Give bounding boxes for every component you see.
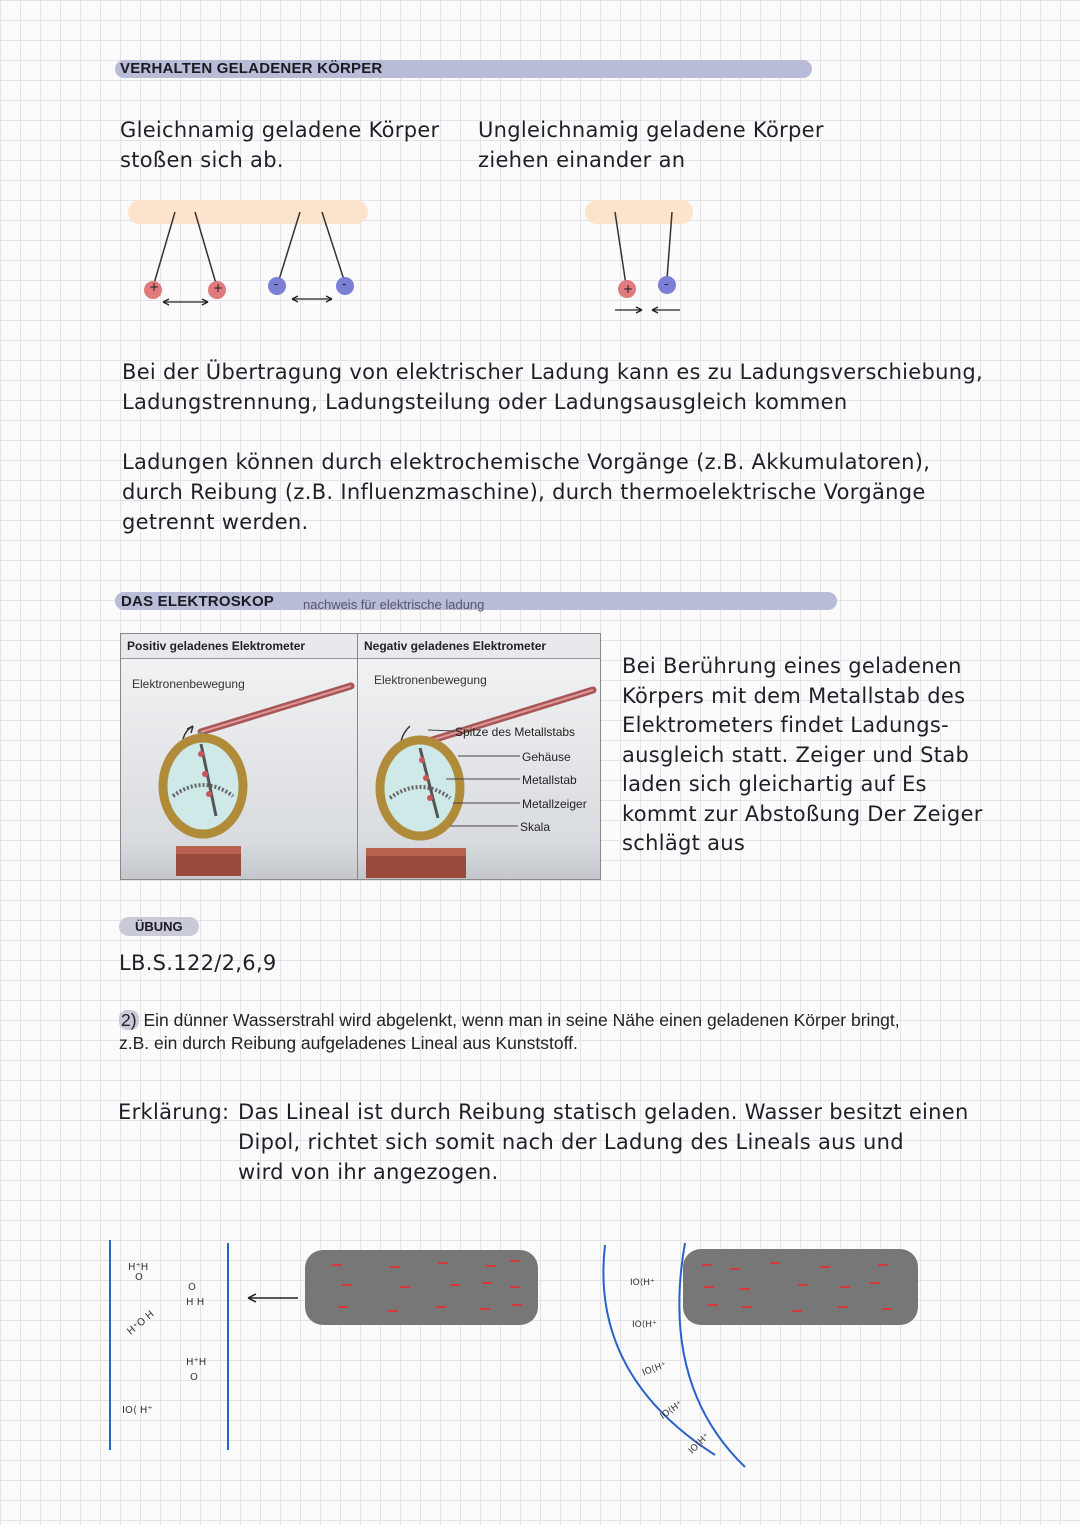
electrometer-positive-panel [120,633,360,880]
svg-text:O: O [135,1272,143,1283]
electrometer-illustration [358,664,600,879]
svg-text:IO⟨H⁺: IO⟨H⁺ [687,1431,712,1457]
charge-sign: - [664,277,669,291]
part-label-scale: Skala [520,820,551,834]
section-heading-electroscope: DAS ELEKTROSKOP [121,593,275,610]
suspension-bar [585,200,693,224]
charged-ruler [683,1249,918,1325]
svg-text:H H: H H [186,1297,205,1308]
section-heading-behavior: VERHALTEN GELADENER KÖRPER [120,60,383,77]
suspension-bar [128,200,368,224]
panel-title: Positiv geladenes Elektrometer [121,634,359,659]
svg-text:IO⟨H⁺: IO⟨H⁺ [632,1320,657,1330]
charge-separation-paragraph: Ladungen können durch elektrochemische Vorgänge (z.B. Akkumulatoren), durch Reibung (z.B. Influenzmaschine), durch thermoelektrische Vorgänge getrennt werden. [122,450,931,534]
charge-sign: + [623,282,634,296]
svg-text:IO⟨H⁺: IO⟨H⁺ [658,1399,685,1422]
electroscope-explanation: Bei Berührung eines geladenen Körpers mit dem Metallstab des Elektrometers findet Ladungs- ausgleich statt. Zeiger und Stab laden sich gleichartig auf Es kommt zur Abstoßung Der Zeiger schlägt aus [622,654,983,855]
part-label-tip: Spitze des Metallstabs [455,725,576,739]
task-number: 2) [121,1010,137,1030]
charged-ruler [305,1250,538,1325]
electron-motion-label: Elektronenbewegung [132,677,245,691]
unlike-charges-text: Ungleichnamig geladene Körper ziehen einander an [478,118,824,172]
svg-text:O: O [188,1282,196,1293]
charge-sign: + [213,281,224,295]
water-jet-diagram-deflected [590,1235,930,1475]
part-label-rod: Metallstab [522,773,577,787]
exercise-reference: LB.S.122/2,6,9 [119,951,277,975]
electrometer-negative-panel [357,633,601,880]
exercise-pill: ÜBUNG [119,917,199,936]
water-jet-diagram-straight [100,1235,550,1455]
charge-sign: - [342,277,347,291]
svg-text:IO⟨ H⁺: IO⟨ H⁺ [122,1405,153,1416]
svg-text:H⁺O H: H⁺O H [125,1308,157,1338]
part-label-housing: Gehäuse [522,750,571,764]
task-text: 2) Ein dünner Wasserstrahl wird abgelenkt, wenn man in seine Nähe einen geladenen Körper bringt, z.B. ein durch Reibung aufgeladenes Lineal aus Kunststoff. [119,1010,900,1053]
panel-title: Negativ geladenes Elektrometer [358,634,600,659]
svg-text:IO⟨H⁺: IO⟨H⁺ [641,1360,668,1379]
svg-text:H⁺H: H⁺H [128,1262,149,1273]
attraction-diagram [580,195,700,320]
explanation-label: Erklärung: [118,1100,230,1124]
electron-motion-label: Elektronenbewegung [374,673,487,687]
electrometer-illustration [121,664,359,879]
svg-text:IO⟨H⁺: IO⟨H⁺ [630,1278,655,1288]
charge-sign: - [274,277,279,291]
part-label-pointer: Metallzeiger [522,797,587,811]
like-charges-text: Gleichnamig geladene Körper stoßen sich ab. [120,118,440,172]
charge-transfer-paragraph: Bei der Übertragung von elektrischer Ladung kann es zu Ladungsverschiebung, Ladungstrennung, Ladungsteilung oder Ladungsausgleich kommen [122,360,983,414]
svg-text:H⁺H: H⁺H [186,1357,207,1368]
section-subheading-electroscope: nachweis für elektrische ladung [303,597,485,612]
explanation-text: Das Lineal ist durch Reibung statisch geladen. Wasser besitzt einen Dipol, richtet sich somit nach der Ladung des Lineals aus und wird von ihr angezogen. [238,1100,969,1184]
charge-sign: + [149,280,160,294]
svg-text:O: O [190,1372,198,1383]
